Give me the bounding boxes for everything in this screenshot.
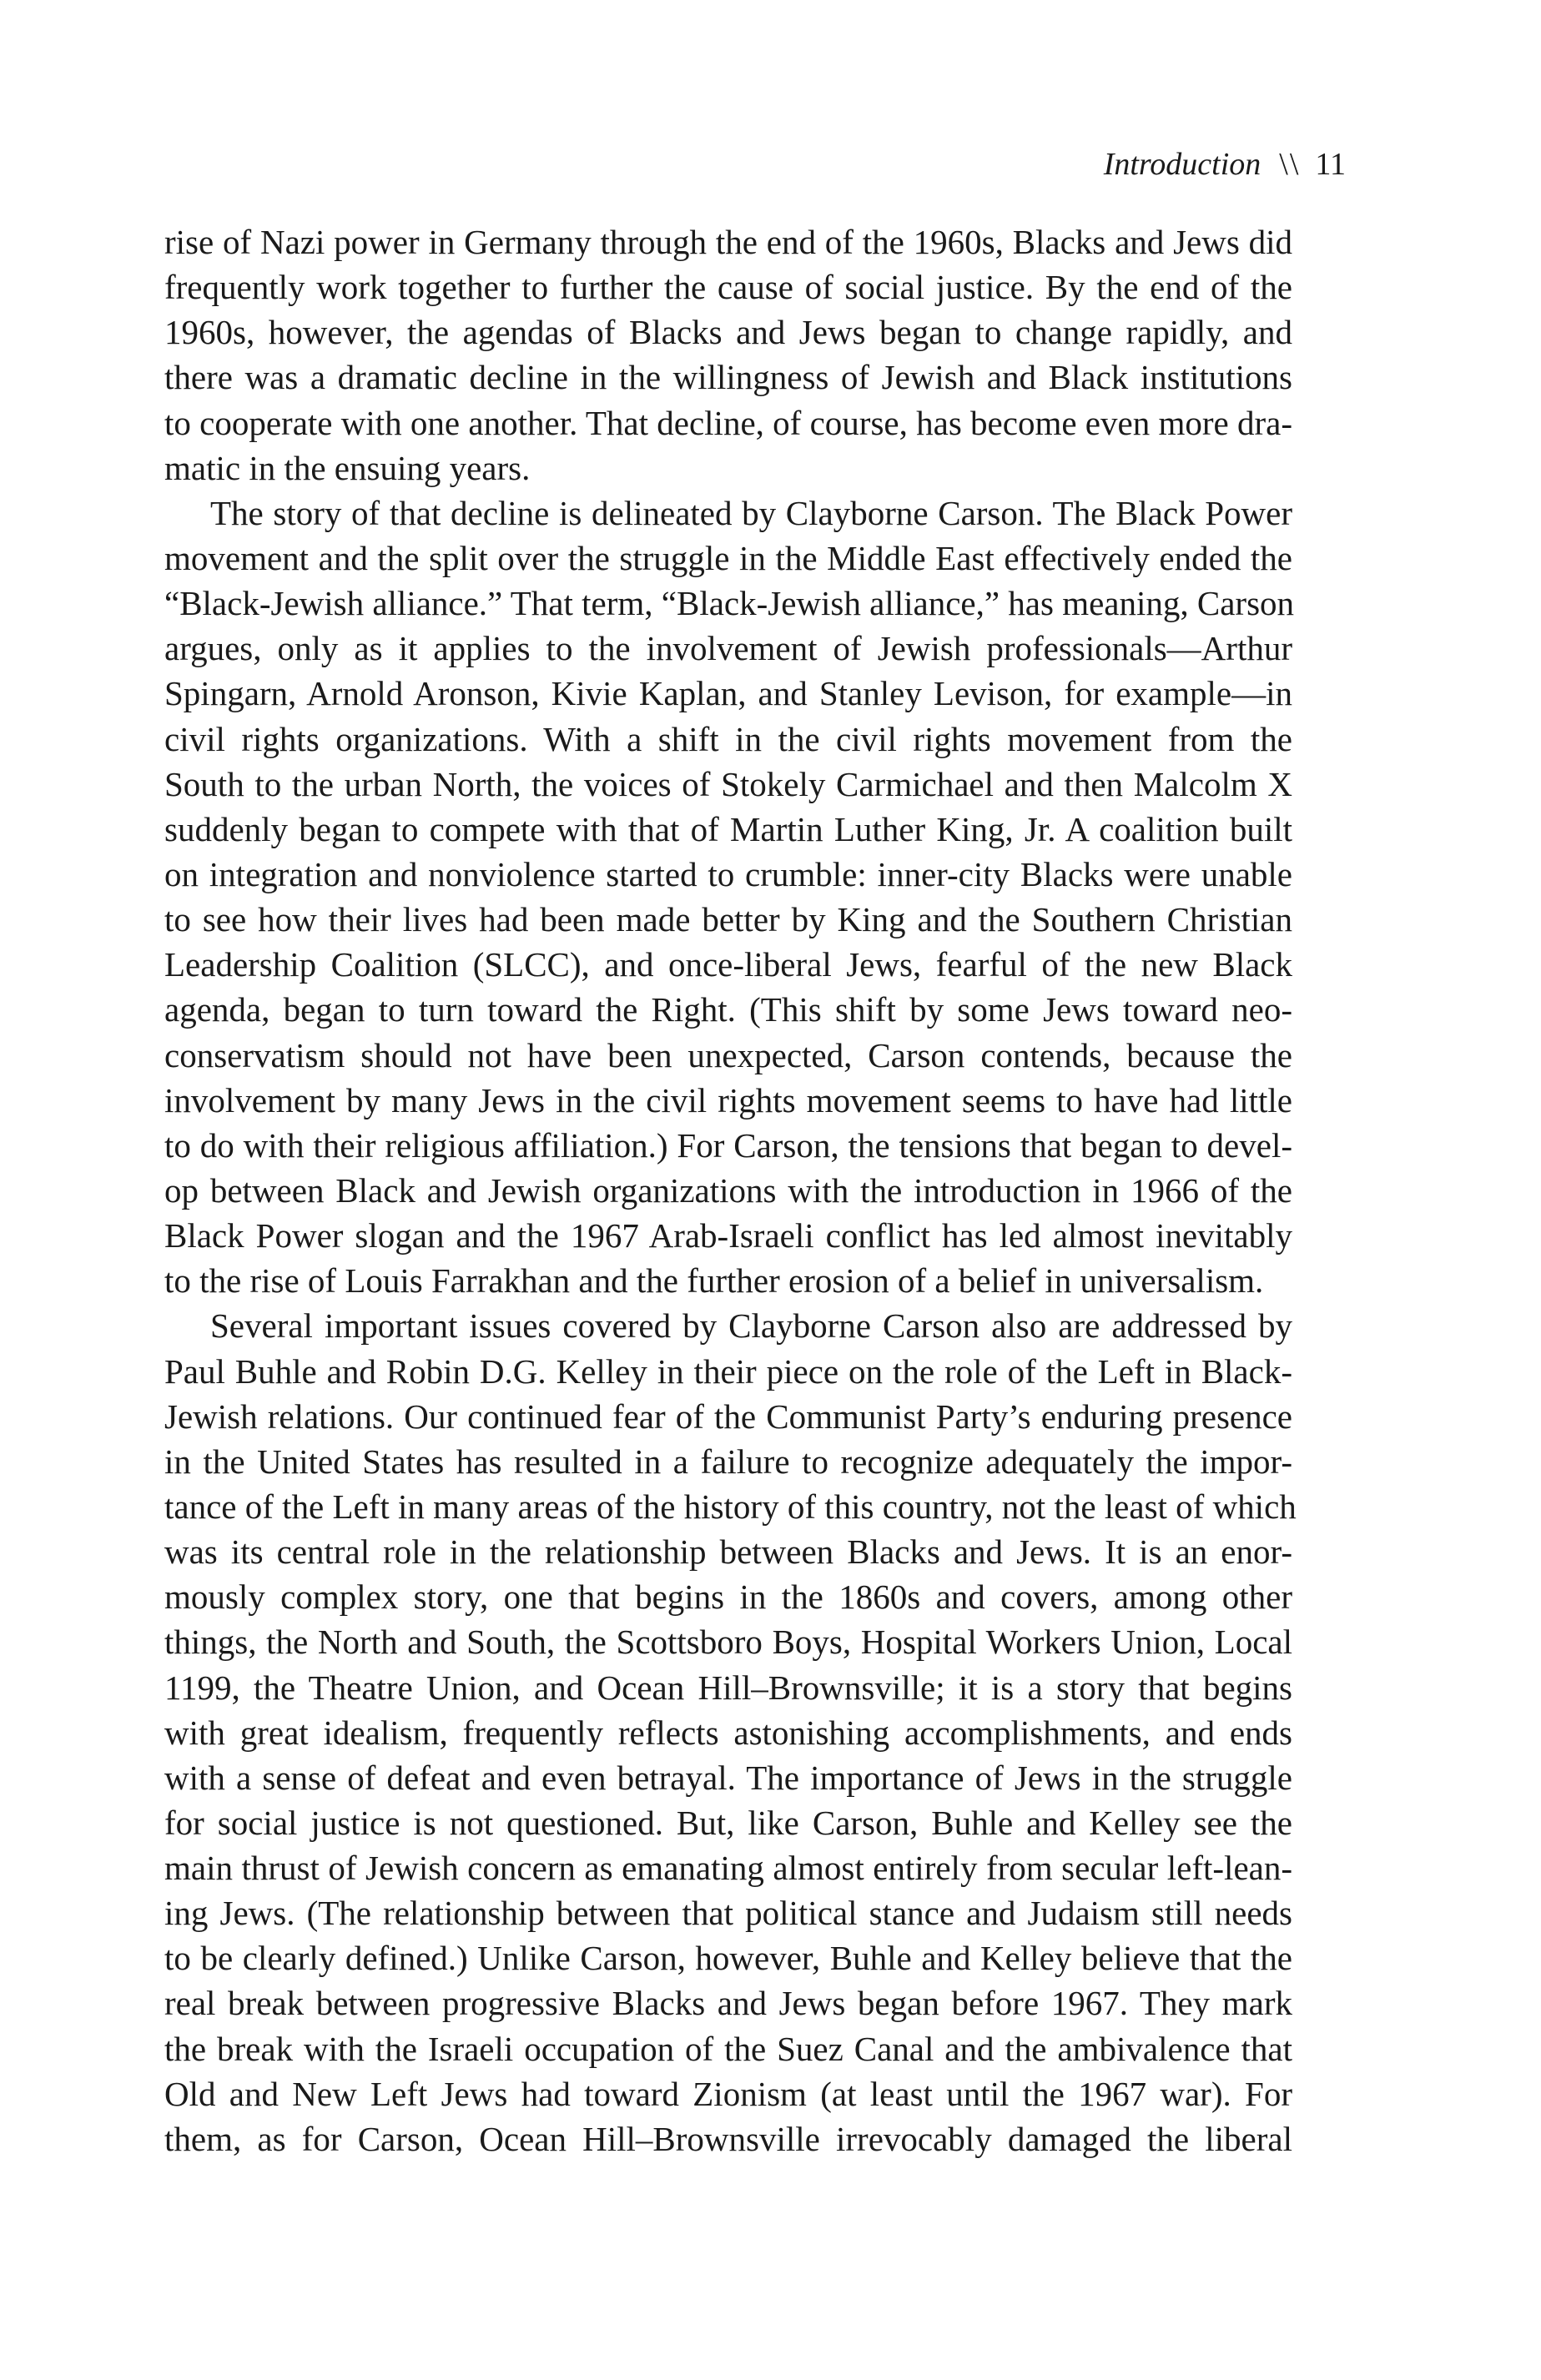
text-line: rise of Nazi power in Germany through the end of the 1960s, Blacks and Jews did bbox=[164, 223, 1292, 261]
text-line: ing Jews. (The relationship between that political stance and Judaism still needs bbox=[164, 1894, 1292, 1933]
running-head-separator: \\ bbox=[1279, 147, 1301, 182]
text-line: The story of that decline is delineated by Clayborne Carson. The Black Power bbox=[210, 493, 1292, 532]
text-line: on integration and nonviolence started to crumble: inner-city Blacks were unable bbox=[164, 854, 1292, 893]
text-line: matic in the ensuing years. bbox=[164, 448, 531, 487]
text-line: things, the North and South, the Scottsboro Boys, Hospital Workers Union, Local bbox=[164, 1623, 1292, 1662]
text-line: suddenly began to compete with that of Martin Luther King, Jr. A coalition built bbox=[164, 809, 1292, 848]
text-line: argues, only as it applies to the involvement of Jewish professionals—Arthur bbox=[164, 629, 1292, 668]
text-line: mously complex story, one that begins in the 1860s and covers, among other bbox=[164, 1577, 1292, 1617]
text-line: in the United States has resulted in a failure to recognize adequately the impor- bbox=[164, 1442, 1292, 1481]
text-line: to do with their religious affiliation.) For Carson, the tensions that began to devel- bbox=[164, 1125, 1292, 1165]
page-number: 11 bbox=[1315, 147, 1346, 182]
text-line: them, as for Carson, Ocean Hill–Brownsville irrevocably damaged the liberal bbox=[164, 2119, 1292, 2158]
text-line: there was a dramatic decline in the willingness of Jewish and Black institutions bbox=[164, 358, 1292, 397]
text-line: for social justice is not questioned. But, like Carson, Buhle and Kelley see the bbox=[164, 1803, 1292, 1842]
text-line: main thrust of Jewish concern as emanating almost entirely from secular left-lean- bbox=[164, 1849, 1292, 1888]
text-line: to see how their lives had been made better by King and the Southern Christian bbox=[164, 900, 1292, 939]
text-line: to be clearly defined.) Unlike Carson, however, Buhle and Kelley believe that the bbox=[164, 1939, 1292, 1978]
text-line: frequently work together to further the cause of social justice. By the end of the bbox=[164, 268, 1292, 307]
text-line: “Black-Jewish alliance.” That term, “Black-Jewish alliance,” has meaning, Carson bbox=[164, 584, 1295, 623]
text-line: Black Power slogan and the 1967 Arab-Israeli conflict has led almost inevitably bbox=[164, 1216, 1292, 1255]
text-line: 1199, the Theatre Union, and Ocean Hill–Brownsville; it is a story that begins bbox=[164, 1668, 1292, 1707]
text-line: Leadership Coalition (SLCC), and once-liberal Jews, fearful of the new Black bbox=[164, 945, 1292, 984]
text-line: to the rise of Louis Farrakhan and the further erosion of a belief in universalism. bbox=[164, 1261, 1264, 1301]
text-line: Spingarn, Arnold Aronson, Kivie Kaplan, and Stanley Levison, for example—in bbox=[164, 674, 1292, 713]
text-line: op between Black and Jewish organizations with the introduction in 1966 of the bbox=[164, 1170, 1292, 1210]
text-line: Jewish relations. Our continued fear of the Communist Party’s enduring presence bbox=[164, 1396, 1292, 1436]
text-line: involvement by many Jews in the civil rights movement seems to have had little bbox=[164, 1080, 1292, 1120]
text-line: South to the urban North, the voices of Stokely Carmichael and then Malcolm X bbox=[164, 764, 1292, 803]
body-text bbox=[164, 219, 1297, 2161]
text-line: with a sense of defeat and even betrayal. The importance of Jews in the struggle bbox=[164, 1758, 1292, 1797]
text-line: tance of the Left in many areas of the history of this country, not the least of which bbox=[164, 1487, 1297, 1526]
text-line: civil rights organizations. With a shift in the civil rights movement from the bbox=[164, 719, 1292, 758]
text-line: movement and the split over the struggle in the Middle East effectively ended the bbox=[164, 538, 1292, 577]
text-line: Paul Buhle and Robin D.G. Kelley in their piece on the role of the Left in Black- bbox=[164, 1351, 1292, 1391]
running-head-section-title: Introduction bbox=[1103, 147, 1262, 182]
text-line: Old and New Left Jews had toward Zionism (at least until the 1967 war). For bbox=[164, 2074, 1292, 2113]
text-line: to cooperate with one another. That decline, of course, has become even more dra- bbox=[164, 403, 1292, 442]
text-line: real break between progressive Blacks and Jews began before 1967. They mark bbox=[164, 1984, 1292, 2023]
text-line: was its central role in the relationship between Blacks and Jews. It is an enor- bbox=[164, 1532, 1292, 1572]
text-line: with great idealism, frequently reflects astonishing accomplishments, and ends bbox=[164, 1713, 1292, 1752]
running-head bbox=[1104, 143, 1346, 185]
text-line: 1960s, however, the agendas of Blacks and Jews began to change rapidly, and bbox=[164, 313, 1292, 352]
text-line: Several important issues covered by Clayborne Carson also are addressed by bbox=[210, 1306, 1292, 1346]
text-line: the break with the Israeli occupation of the Suez Canal and the ambivalence that bbox=[164, 2029, 1292, 2068]
text-line: conservatism should not have been unexpected, Carson contends, because the bbox=[164, 1035, 1292, 1074]
text-line: agenda, began to turn toward the Right. (This shift by some Jews toward neo- bbox=[164, 990, 1292, 1029]
